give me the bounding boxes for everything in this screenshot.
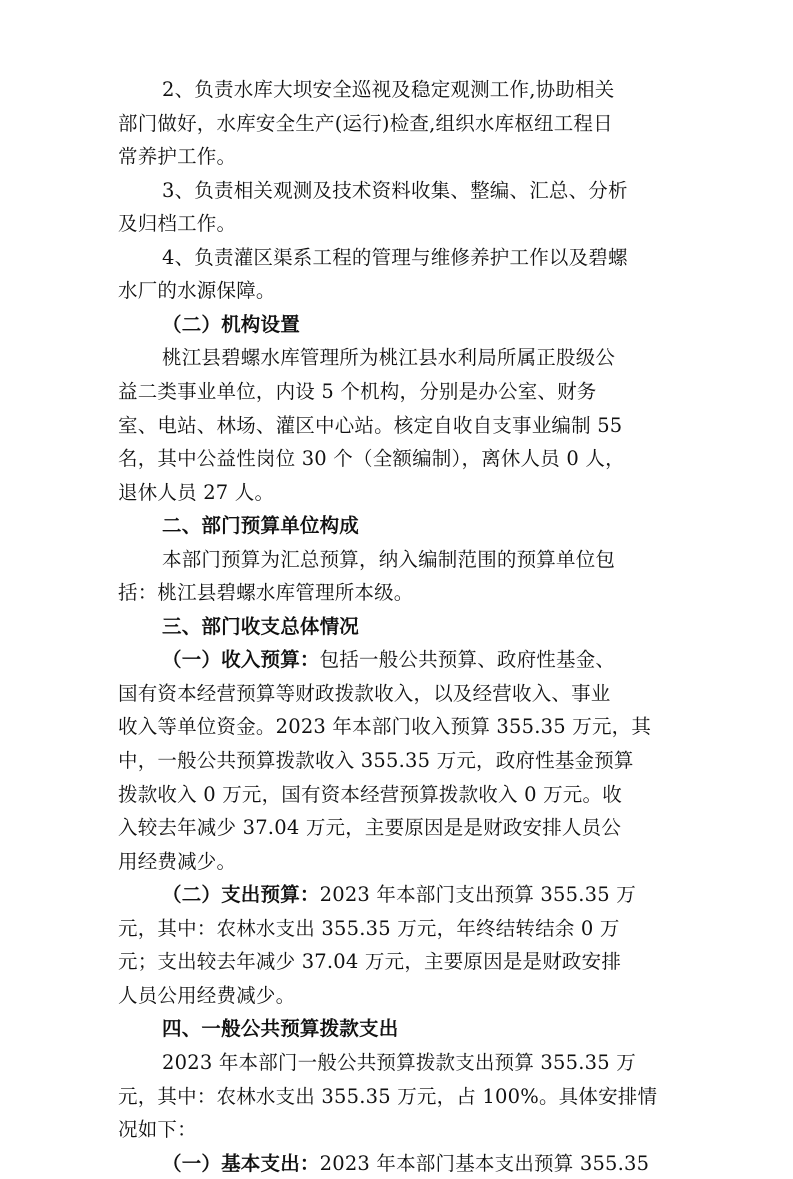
body-text: 桃江县碧螺水库管理所为桃江县水利局所属正股级公 xyxy=(162,346,616,370)
body-text: 元，其中：农林水支出 355.35 万元，年终结转结余 0 万 xyxy=(118,916,620,940)
text-line xyxy=(0,411,793,441)
body-text: 4、负责灌区渠系工程的管理与维修养护工作以及碧螺 xyxy=(162,245,628,269)
heading-text: （二）支出预算： xyxy=(162,883,320,907)
text-line xyxy=(0,209,793,239)
body-text: 常养护工作。 xyxy=(118,145,237,169)
heading-text: 四、一般公共预算拨款支出 xyxy=(162,1017,399,1041)
text-line xyxy=(0,109,793,139)
text-line xyxy=(0,545,793,575)
text-line xyxy=(0,1048,793,1078)
text-line xyxy=(0,343,793,373)
body-text: 2023 年本部门支出预算 355.35 万 xyxy=(319,883,636,907)
text-line xyxy=(0,645,793,675)
heading-text: 二、部门预算单位构成 xyxy=(162,514,360,538)
body-text: 元，其中：农林水支出 355.35 万元，占 100%。具体安排情 xyxy=(118,1084,658,1108)
body-text: 室、电站、林场、灌区中心站。核定自收自支事业编制 55 xyxy=(118,413,623,437)
body-text: 退休人员 27 人。 xyxy=(118,480,275,504)
text-line xyxy=(0,444,793,474)
body-text: 3、负责相关观测及技术资料收集、整编、汇总、分析 xyxy=(162,178,628,202)
body-text: 元；支出较去年减少 37.04 万元，主要原因是是财政安排 xyxy=(118,950,622,974)
body-text: 收入等单位资金。2023 年本部门收入预算 355.35 万元，其 xyxy=(118,715,652,739)
text-line xyxy=(0,276,793,306)
text-line xyxy=(0,243,793,273)
text-line xyxy=(0,780,793,810)
text-line xyxy=(0,1082,793,1112)
body-text: 及归档工作。 xyxy=(118,212,237,236)
text-line xyxy=(0,1014,793,1044)
body-text: 括：桃江县碧螺水库管理所本级。 xyxy=(118,581,414,605)
body-text: 本部门预算为汇总预算，纳入编制范围的预算单位包 xyxy=(162,547,616,571)
text-line xyxy=(0,578,793,608)
body-text: 国有资本经营预算等财政拨款收入，以及经营收入、事业 xyxy=(118,681,611,705)
body-text: 拨款收入 0 万元，国有资本经营预算拨款收入 0 万元。收 xyxy=(118,782,622,806)
body-text: 部门做好，水库安全生产(运行)检查,组织水库枢纽工程日 xyxy=(118,111,613,135)
text-line xyxy=(0,511,793,541)
body-text: 入较去年减少 37.04 万元，主要原因是是财政安排人员公 xyxy=(118,816,622,840)
body-text: 2、负责水库大坝安全巡视及稳定观测工作,协助相关 xyxy=(162,78,615,101)
text-line xyxy=(0,377,793,407)
body-text: 中，一般公共预算拨款收入 355.35 万元，政府性基金预算 xyxy=(118,749,634,772)
body-text: 2023 年本部门一般公共预算拨款支出预算 355.35 万 xyxy=(162,1050,636,1074)
text-line xyxy=(0,142,793,172)
body-text: 2023 年本部门基本支出预算 355.35 xyxy=(319,1151,650,1175)
heading-text: （一）基本支出： xyxy=(162,1151,320,1175)
body-text: 包括一般公共预算、政府性基金、 xyxy=(319,648,616,672)
text-line xyxy=(0,612,793,642)
text-line xyxy=(0,75,793,105)
body-text: 况如下： xyxy=(118,1118,197,1142)
body-text: 人员公用经费减少。 xyxy=(118,983,296,1007)
text-line xyxy=(0,1115,793,1145)
body-text: 水厂的水源保障。 xyxy=(118,279,276,303)
text-line xyxy=(0,712,793,742)
heading-text: 三、部门收支总体情况 xyxy=(162,614,360,638)
text-line xyxy=(0,176,793,206)
text-line xyxy=(0,746,793,776)
text-line xyxy=(0,813,793,843)
text-line xyxy=(0,914,793,944)
body-text: 益二类事业单位，内设 5 个机构，分别是办公室、财务 xyxy=(118,379,597,403)
text-line xyxy=(0,880,793,910)
body-text: 用经费减少。 xyxy=(118,849,237,873)
text-line xyxy=(0,310,793,340)
body-text: 名，其中公益性岗位 30 个（全额编制），离休人员 0 人， xyxy=(118,447,625,471)
text-line xyxy=(0,1149,793,1179)
text-line xyxy=(0,478,793,508)
heading-text: （一）收入预算： xyxy=(162,648,320,672)
heading-text: （二）机构设置 xyxy=(162,312,300,336)
text-line xyxy=(0,947,793,977)
text-line xyxy=(0,679,793,709)
text-line xyxy=(0,847,793,877)
text-line xyxy=(0,981,793,1011)
